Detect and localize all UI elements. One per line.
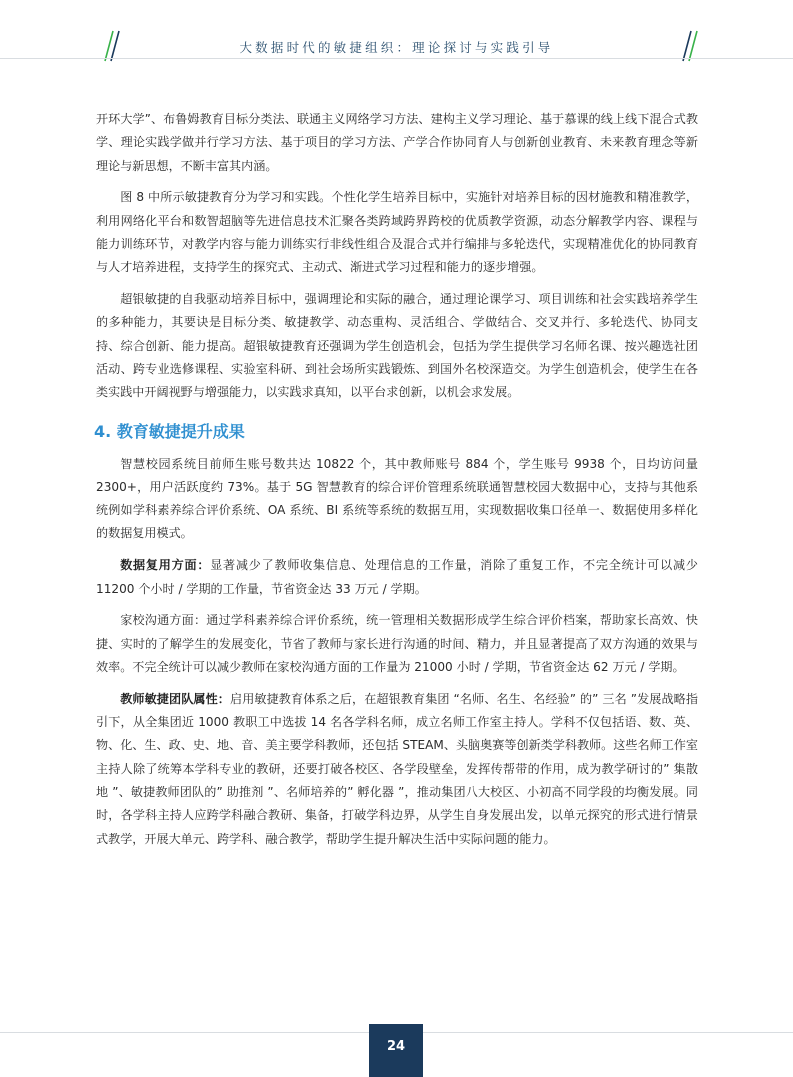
paragraph-data-reuse bbox=[96, 554, 698, 601]
paragraph-text: 显著减少了教师收集信息、处理信息的工作量，消除了重复工作，不完全统计可以减少 11200 个小时 / 学期的工作量，节省资金达 33 万元 / 学期。 bbox=[96, 558, 698, 596]
paragraph-agile-education: 图 8 中所示敏捷教育分为学习和实践。个性化学生培养目标中，实施针对培养目标的因材施教和精准教学，利用网络化平台和数智超脑等先进信息技术汇聚各类跨域跨界跨校的优质教学资源，动态分解教学内容、课程与能力训练环节，对教学内容与能力训练实行非线性组合及混合式并行编排与多轮迭代，实现精准优化的协同教育与人才培养进程，支持学生的探究式、主动式、渐进式学习过程和能力的逐步增强。 bbox=[96, 190, 698, 275]
page-number: 24 bbox=[369, 1024, 423, 1077]
page-header bbox=[0, 0, 793, 62]
paragraph-continued: 开环大学”、布鲁姆教育目标分类法、联通主义网络学习方法、建构主义学习理论、基于慕课的线上线下混合式教学、理论实践学做并行学习方法、基于项目的学习方法、产学合作协同育人与创新创业教育、未来教育理念等新理论与新思想，不断丰富其内涵。 bbox=[96, 112, 698, 173]
main-content bbox=[96, 108, 698, 851]
header-divider bbox=[0, 58, 793, 59]
paragraph-lead: 数据复用方面： bbox=[120, 558, 211, 573]
paragraph-lead: 教师敏捷团队属性： bbox=[120, 691, 230, 706]
header-title: 大数据时代的敏捷组织：理论探讨与实践引导 bbox=[239, 40, 554, 55]
paragraph-smart-campus: 智慧校园系统目前师生账号数共达 10822 个，其中教师账号 884 个，学生账号 9938 个，日均访问量 2300+，用户活跃度约 73%。基于 5G 智慧教育的综合评价管理系统联通智慧校园大数据中心，支持与其他系统例如学科素养综合评价系统、OA 系统、BI 系统等系统的数据互用，实现数据收集口径单一、数据使用多样化的数据复用模式。 bbox=[96, 456, 698, 541]
paragraph-text: 启用敏捷教育体系之后，在超银教育集团 “名师、名生、名经验” 的” 三名 ”发展战略指引下，从全集团近 1000 教职工中选拔 14 名各学科名师，成立名师工作室主持人。学科不仅包括语、数、英、物、化、生、政、史、地、音、美主要学科教师，还包括 STEAM、头脑奥赛等创新类学科教师。这些名师工作室主持人除了统筹本学科专业的教研，还要打破各校区、各学段壁垒，发挥传帮带的作用，成为教学研讨的” 集散地 ”、敏捷教师团队的” 助推剂 ”、名师培养的” 孵化器 ”，推动集团八大校区、小初高不同学段的均衡发展。同时，各学科主持人应跨学科融合教研、集备，打破学科边界，从学生自身发展出发，以单元探究的形式进行情景式教学，开展大单元、跨学科、融合教学，帮助学生提升解决生活中实际问题的能力。 bbox=[96, 691, 698, 846]
paragraph-teacher-team bbox=[96, 688, 698, 851]
paragraph-home-school: 家校沟通方面：通过学科素养综合评价系统，统一管理相关数据形成学生综合评价档案，帮助家长高效、快捷、实时的了解学生的发展变化，节省了教师与家长进行沟通的时间、精力，并且显著提高了双方沟通的效果与效率。不完全统计可以减少教师在家校沟通方面的工作量为 21000 小时 / 学期，节省资金达 62 万元 / 学期。 bbox=[96, 613, 698, 674]
paragraph-self-driven: 超银敏捷的自我驱动培养目标中，强调理论和实际的融合，通过理论课学习、项目训练和社会实践培养学生的多种能力，其要诀是目标分类、敏捷教学、动态重构、灵活组合、学做结合、交叉并行、多轮迭代、协同支持、综合创新、能力提高。超银敏捷教育还强调为学生创造机会，包括为学生提供学习名师名课、按兴趣选社团活动、跨专业选修课程、实验室科研、到社会场所实践锻炼、到国外名校深造交。为学生创造机会，使学生在各类实践中开阔视野与增强能力，以实践求真知，以平台求创新，以机会求发展。 bbox=[96, 292, 698, 400]
section-heading: 4. 教育敏捷提升成果 bbox=[94, 421, 245, 441]
